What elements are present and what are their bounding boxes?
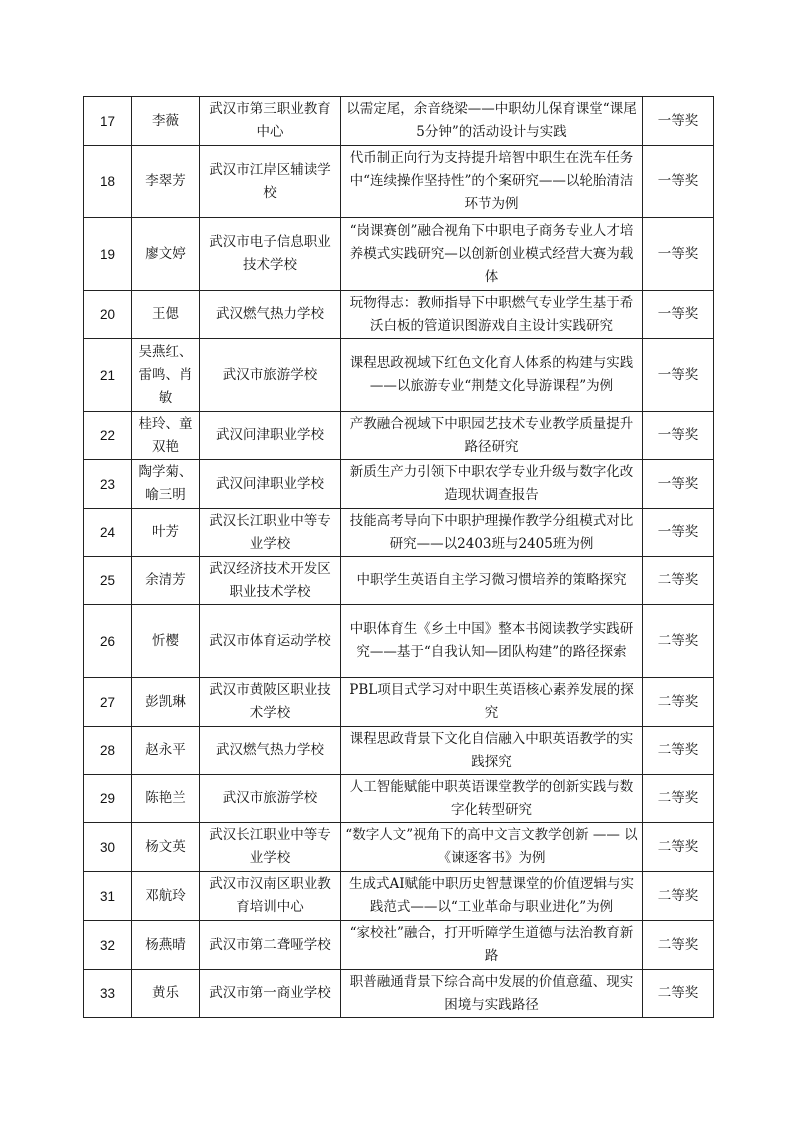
row-number: 30	[84, 823, 132, 872]
row-number: 28	[84, 727, 132, 775]
school-name: 武汉市汉南区职业教育培训中心	[200, 872, 341, 921]
paper-title: 玩物得志：教师指导下中职燃气专业学生基于希沃白板的管道识图游戏自主设计实践研究	[341, 291, 643, 339]
paper-title: 人工智能赋能中职英语课堂教学的创新实践与数字化转型研究	[341, 775, 643, 823]
school-name: 武汉市第一商业学校	[200, 970, 341, 1018]
paper-title: “岗课赛创”融合视角下中职电子商务专业人才培养模式实践研究—以创新创业模式经营大赛为载体	[341, 218, 643, 291]
paper-title: “数字人文”视角下的高中文言文教学创新 —— 以《谏逐客书》为例	[341, 823, 643, 872]
paper-title: “家校社”融合，打开听障学生道德与法治教育新路	[341, 921, 643, 970]
table-row	[84, 218, 714, 291]
table-row	[84, 823, 714, 872]
paper-title: 中职学生英语自主学习微习惯培养的策略探究	[341, 557, 643, 605]
award-level: 一等奖	[643, 146, 714, 218]
table-row	[84, 557, 714, 605]
table-row	[84, 775, 714, 823]
school-name: 武汉市第二聋哑学校	[200, 921, 341, 970]
paper-title: 课程思政背景下文化自信融入中职英语教学的实践探究	[341, 727, 643, 775]
award-level: 一等奖	[643, 218, 714, 291]
paper-title: 中职体育生《乡土中国》整本书阅读教学实践研究——基于“自我认知—团队构建”的路径探索	[341, 605, 643, 678]
paper-title: 新质生产力引领下中职农学专业升级与数字化改造现状调查报告	[341, 460, 643, 509]
row-number: 17	[84, 97, 132, 146]
school-name: 武汉燃气热力学校	[200, 727, 341, 775]
award-level: 二等奖	[643, 557, 714, 605]
school-name: 武汉市体育运动学校	[200, 605, 341, 678]
row-number: 29	[84, 775, 132, 823]
row-number: 31	[84, 872, 132, 921]
award-level: 一等奖	[643, 291, 714, 339]
author-name: 王偲	[132, 291, 200, 339]
school-name: 武汉市江岸区辅读学校	[200, 146, 341, 218]
award-level: 二等奖	[643, 727, 714, 775]
author-name: 邓航玲	[132, 872, 200, 921]
table-row	[84, 339, 714, 412]
paper-title: 技能高考导向下中职护理操作教学分组模式对比研究——以2403班与2405班为例	[341, 509, 643, 557]
paper-title: 产教融合视域下中职园艺技术专业教学质量提升路径研究	[341, 412, 643, 460]
award-level: 二等奖	[643, 605, 714, 678]
author-name: 黄乐	[132, 970, 200, 1018]
table-row	[84, 146, 714, 218]
author-name: 余清芳	[132, 557, 200, 605]
author-name: 吴燕红、雷鸣、肖敏	[132, 339, 200, 412]
paper-title: 生成式AI赋能中职历史智慧课堂的价值逻辑与实践范式——以“工业革命与职业进化”为例	[341, 872, 643, 921]
school-name: 武汉长江职业中等专业学校	[200, 823, 341, 872]
award-level: 一等奖	[643, 412, 714, 460]
award-level: 二等奖	[643, 970, 714, 1018]
table-row	[84, 412, 714, 460]
author-name: 李翠芳	[132, 146, 200, 218]
table-row	[84, 97, 714, 146]
author-name: 杨文英	[132, 823, 200, 872]
school-name: 武汉市第三职业教育中心	[200, 97, 341, 146]
author-name: 杨燕晴	[132, 921, 200, 970]
award-level: 二等奖	[643, 823, 714, 872]
school-name: 武汉市旅游学校	[200, 775, 341, 823]
school-name: 武汉市黄陂区职业技术学校	[200, 678, 341, 727]
school-name: 武汉问津职业学校	[200, 412, 341, 460]
author-name: 李薇	[132, 97, 200, 146]
award-level: 二等奖	[643, 678, 714, 727]
author-name: 赵永平	[132, 727, 200, 775]
award-level: 二等奖	[643, 872, 714, 921]
paper-title: PBL项目式学习对中职生英语核心素养发展的探究	[341, 678, 643, 727]
row-number: 33	[84, 970, 132, 1018]
author-name: 忻樱	[132, 605, 200, 678]
row-number: 19	[84, 218, 132, 291]
table-row	[84, 970, 714, 1018]
table-row	[84, 678, 714, 727]
table-row	[84, 291, 714, 339]
table-row	[84, 605, 714, 678]
row-number: 26	[84, 605, 132, 678]
author-name: 桂玲、童双艳	[132, 412, 200, 460]
row-number: 32	[84, 921, 132, 970]
paper-title: 职普融通背景下综合高中发展的价值意蕴、现实困境与实践路径	[341, 970, 643, 1018]
table-row	[84, 509, 714, 557]
author-name: 廖文婷	[132, 218, 200, 291]
author-name: 彭凯琳	[132, 678, 200, 727]
awards-table	[83, 96, 714, 1018]
author-name: 陶学菊、喻三明	[132, 460, 200, 509]
table-row	[84, 872, 714, 921]
paper-title: 以需定尾，余音绕梁——中职幼儿保育课堂“课尾5分钟”的活动设计与实践	[341, 97, 643, 146]
school-name: 武汉燃气热力学校	[200, 291, 341, 339]
award-level: 一等奖	[643, 97, 714, 146]
paper-title: 代币制正向行为支持提升培智中职生在洗车任务中“连续操作坚持性”的个案研究——以轮胎清洁环节为例	[341, 146, 643, 218]
author-name: 陈艳兰	[132, 775, 200, 823]
row-number: 22	[84, 412, 132, 460]
table-row	[84, 921, 714, 970]
paper-title: 课程思政视域下红色文化育人体系的构建与实践——以旅游专业“荆楚文化导游课程”为例	[341, 339, 643, 412]
row-number: 18	[84, 146, 132, 218]
award-level: 一等奖	[643, 509, 714, 557]
row-number: 20	[84, 291, 132, 339]
award-level: 二等奖	[643, 775, 714, 823]
school-name: 武汉市电子信息职业技术学校	[200, 218, 341, 291]
award-level: 一等奖	[643, 460, 714, 509]
row-number: 23	[84, 460, 132, 509]
school-name: 武汉市旅游学校	[200, 339, 341, 412]
school-name: 武汉问津职业学校	[200, 460, 341, 509]
school-name: 武汉长江职业中等专业学校	[200, 509, 341, 557]
awards-table-body	[84, 97, 714, 1018]
row-number: 25	[84, 557, 132, 605]
school-name: 武汉经济技术开发区职业技术学校	[200, 557, 341, 605]
award-level: 二等奖	[643, 921, 714, 970]
author-name: 叶芳	[132, 509, 200, 557]
table-row	[84, 460, 714, 509]
row-number: 27	[84, 678, 132, 727]
row-number: 21	[84, 339, 132, 412]
award-level: 一等奖	[643, 339, 714, 412]
row-number: 24	[84, 509, 132, 557]
table-row	[84, 727, 714, 775]
